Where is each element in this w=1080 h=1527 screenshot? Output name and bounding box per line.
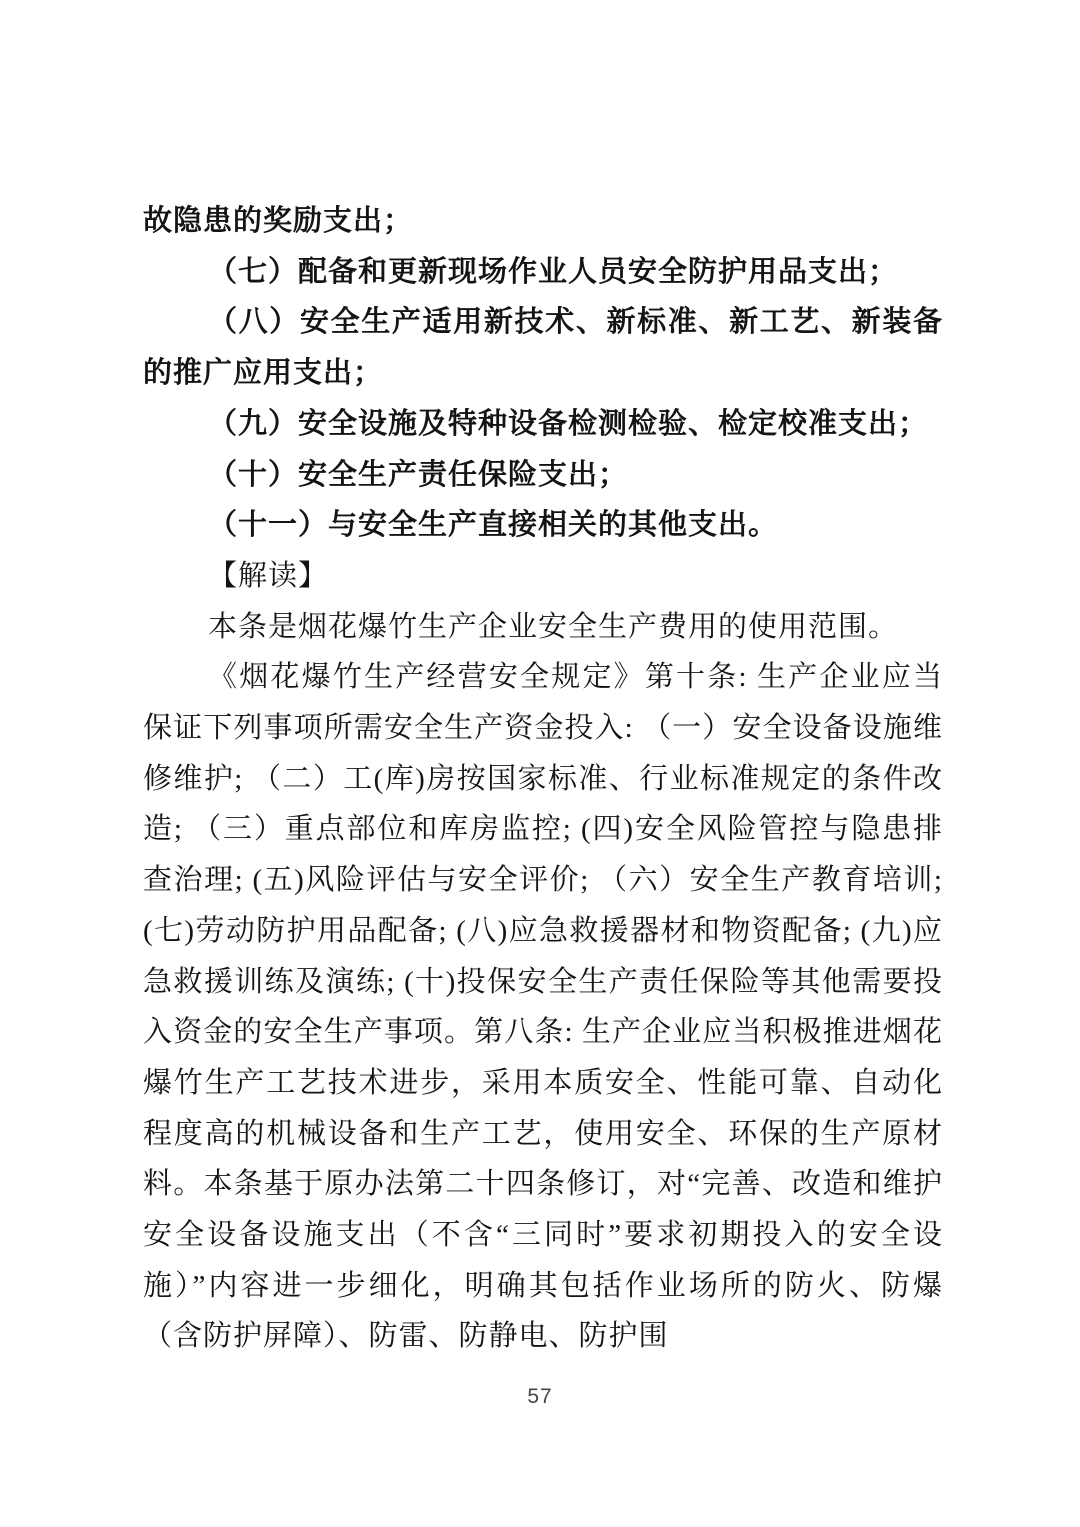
page-footer (0, 1385, 1080, 1409)
list-item-eleven: （十一）与安全生产直接相关的其他支出。 (208, 509, 779, 542)
list-item-eight: （八）安全生产适用新技术、新标准、新工艺、新装备的推广应用支出； (143, 306, 943, 390)
list-item-seven: （七）配备和更新现场作业人员安全防护用品支出； (208, 255, 899, 288)
list-item-six-continuation: 故隐患的奖励支出； (143, 205, 414, 237)
list-item-ten: （十）安全生产责任保险支出； (208, 458, 629, 491)
interpretation-heading: 【解读】 (208, 559, 329, 592)
interpretation-summary: 本条是烟花爆竹生产企业安全生产费用的使用范围。 (208, 610, 899, 643)
document-body (143, 196, 943, 1362)
list-item-nine: （九）安全设施及特种设备检测检验、检定校准支出； (208, 407, 929, 440)
interpretation-detail: 《烟花爆竹生产经营安全规定》第十条: 生产企业应当保证下列事项所需安全生产资金投入: （一）安全设备设施维修维护; （二）工(库)房按国家标准、行业标准规定的条件改造; （三）重点部位和库房监控; (四)安全风险管控与隐患排查治理; (五)风险评估与安全评价; （六）安全生产教育培训; (七)劳动防护用品配备; (八)应急救援器材和物资配备; (九)应急救援训练及演练; (十)投保安全生产责任保险等其他需要投入资金的安全生产事项。第八条: 生产企业应当积极推进烟花爆竹生产工艺技术进步，采用本质安全、性能可靠、自动化程度高的机械设备和生产工艺，使用安全、环保的生产原材料。本条基于原办法第二十四条修订，对“完善、改造和维护安全设备设施支出（不含“三同时”要求初期投入的安全设施）”内容进一步细化，明确其包括作业场所的防火、防爆（含防护屏障）、防雷、防静电、防护围 (143, 661, 943, 1353)
page-number: 57 (527, 1385, 553, 1408)
